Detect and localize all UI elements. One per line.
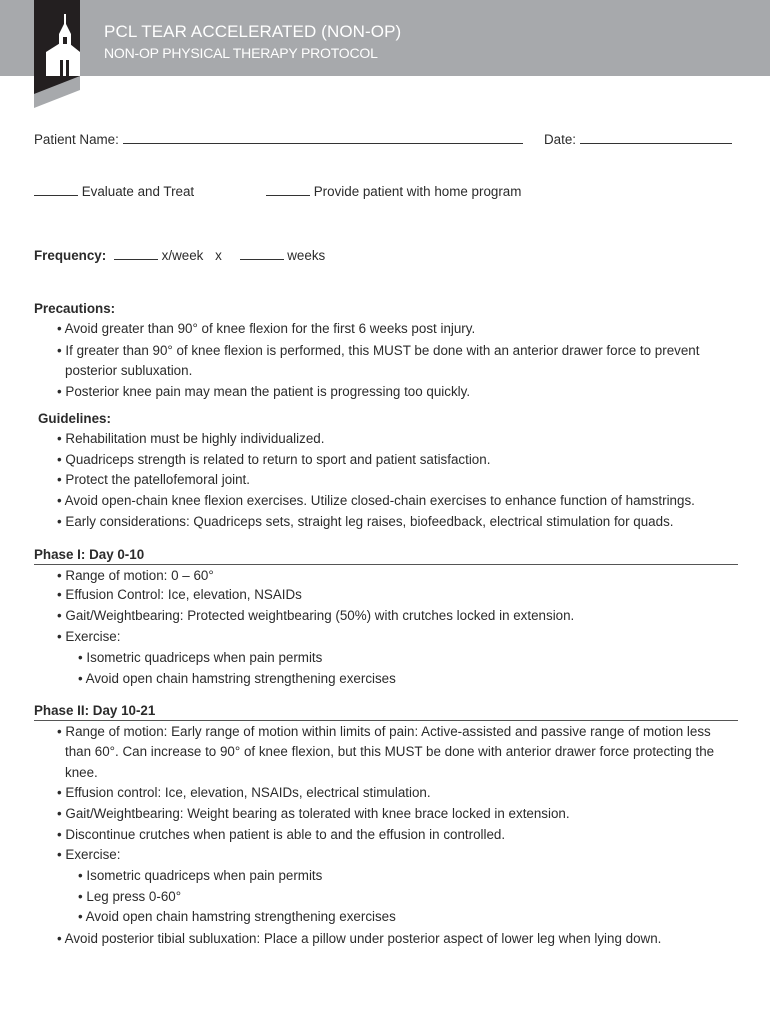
list-item: • Range of motion: 0 – 60° <box>57 568 214 583</box>
patient-name-field[interactable] <box>123 131 523 144</box>
list-item: • Protect the patellofemoral joint. <box>57 472 251 487</box>
list-item: • Gait/Weightbearing: Weight bearing as tolerated with knee brace locked in extension. <box>57 806 570 821</box>
per-week-field[interactable] <box>114 247 158 260</box>
list-item: • If greater than 90° of knee flexion is performed, this MUST be done with an anterior drawer force to prevent <box>57 343 700 358</box>
evaluate-row <box>34 183 194 200</box>
list-item: knee. <box>65 765 98 780</box>
date-field[interactable] <box>580 131 732 144</box>
home-program-label: Provide patient with home program <box>313 184 522 199</box>
weeks-label: weeks <box>287 248 326 263</box>
frequency-row <box>34 247 325 264</box>
list-item: • Exercise: <box>57 629 121 644</box>
phase1-divider <box>34 564 738 565</box>
list-item: • Exercise: <box>57 847 121 862</box>
list-item: • Rehabilitation must be highly individualized. <box>57 431 325 446</box>
list-item: • Leg press 0-60° <box>78 889 182 904</box>
list-item: • Effusion Control: Ice, elevation, NSAIDs <box>57 587 302 602</box>
list-item: • Avoid open chain hamstring strengthening exercises <box>78 909 396 924</box>
date-row <box>544 131 732 148</box>
phase1-heading: Phase I: Day 0-10 <box>34 547 145 562</box>
list-item: • Avoid greater than 90° of knee flexion for the first 6 weeks post injury. <box>57 321 476 336</box>
page-subtitle: NON-OP PHYSICAL THERAPY PROTOCOL <box>104 45 378 61</box>
guidelines-heading: Guidelines: <box>38 411 111 426</box>
patient-name-label: Patient Name: <box>34 132 119 147</box>
list-item: • Discontinue crutches when patient is able to and the effusion in controlled. <box>57 827 506 842</box>
list-item: • Avoid posterior tibial subluxation: Place a pillow under posterior aspect of lower leg when lying down. <box>57 931 662 946</box>
weeks-field[interactable] <box>240 247 284 260</box>
building-tower-icon <box>34 0 80 110</box>
date-label: Date: <box>544 132 577 147</box>
evaluate-label: Evaluate and Treat <box>81 184 195 199</box>
list-item: • Gait/Weightbearing: Protected weightbearing (50%) with crutches locked in extension. <box>57 608 575 623</box>
frequency-label: Frequency: <box>34 248 107 263</box>
home-program-row <box>266 183 521 200</box>
list-item: • Early considerations: Quadriceps sets, straight leg raises, biofeedback, electrical stimulation for quads. <box>57 514 674 529</box>
precautions-heading: Precautions: <box>34 301 116 316</box>
list-item: • Avoid open-chain knee flexion exercises. Utilize closed-chain exercises to enhance function of hamstrings. <box>57 493 695 508</box>
list-item: • Isometric quadriceps when pain permits <box>78 868 323 883</box>
phase2-heading: Phase II: Day 10-21 <box>34 703 156 718</box>
phase2-divider <box>34 720 738 721</box>
list-item: • Isometric quadriceps when pain permits <box>78 650 323 665</box>
list-item: • Quadriceps strength is related to return to sport and patient satisfaction. <box>57 452 491 467</box>
times-label: x <box>215 248 222 263</box>
list-item: than 60°. Can increase to 90° of knee flexion, but this MUST be done with anterior drawer force protecting the <box>65 744 715 759</box>
page-title: PCL TEAR ACCELERATED (NON-OP) <box>104 22 402 41</box>
home-program-checkbox[interactable] <box>266 183 310 196</box>
list-item: • Avoid open chain hamstring strengthening exercises <box>78 671 396 686</box>
per-week-label: x/week <box>161 248 204 263</box>
list-item: • Posterior knee pain may mean the patient is progressing too quickly. <box>57 384 471 399</box>
list-item: • Effusion control: Ice, elevation, NSAIDs, electrical stimulation. <box>57 785 431 800</box>
patient-name-row <box>34 131 523 148</box>
list-item: posterior subluxation. <box>65 363 193 378</box>
list-item: • Range of motion: Early range of motion within limits of pain: Active-assisted and passive range of motion less <box>57 724 711 739</box>
evaluate-checkbox[interactable] <box>34 183 78 196</box>
